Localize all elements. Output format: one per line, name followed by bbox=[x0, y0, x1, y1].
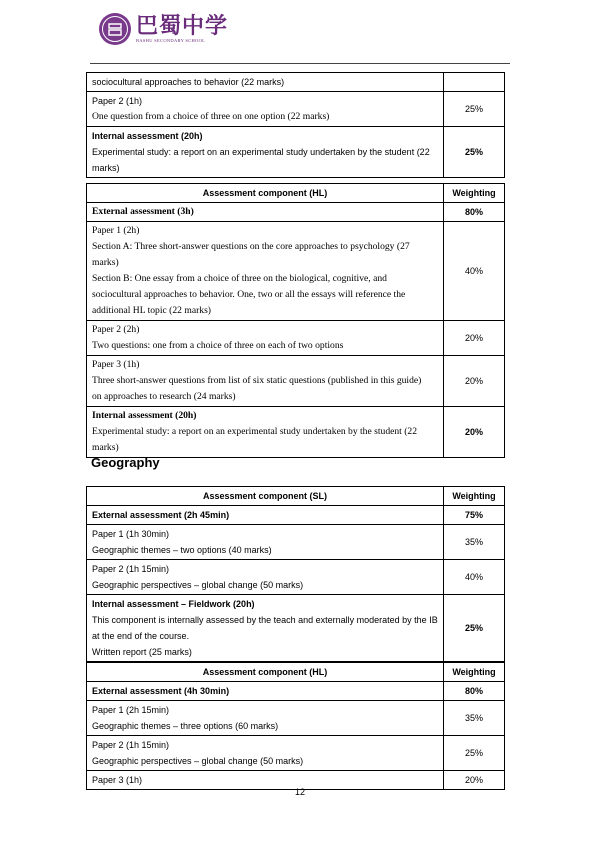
weighting-cell: 20% bbox=[444, 771, 505, 790]
weighting-cell: 20% bbox=[444, 407, 505, 458]
table-row bbox=[87, 682, 505, 701]
component-cell: External assessment (3h) bbox=[87, 203, 444, 222]
table-row bbox=[87, 407, 505, 458]
table-row bbox=[87, 595, 505, 662]
weighting-cell: 25% bbox=[444, 127, 505, 178]
weighting-cell bbox=[444, 73, 505, 92]
component-cell: Paper 1 (1h 30min) Geographic themes – two options (40 marks) bbox=[87, 525, 444, 560]
component-cell: Paper 2 (1h 15min) Geographic perspectives – global change (50 marks) bbox=[87, 560, 444, 595]
table-row bbox=[87, 222, 505, 321]
geography-hl-table bbox=[86, 662, 505, 790]
weighting-cell: 25% bbox=[444, 92, 505, 127]
weighting-cell: 35% bbox=[444, 525, 505, 560]
psychology-hl-table bbox=[86, 183, 505, 458]
column-header-component: Assessment component (HL) bbox=[87, 184, 444, 203]
school-logo-subtitle: BASHU SECONDARY SCHOOL bbox=[136, 38, 206, 43]
page-header bbox=[0, 0, 600, 66]
table-row bbox=[87, 701, 505, 736]
weighting-cell: 20% bbox=[444, 321, 505, 356]
header-divider bbox=[90, 63, 510, 64]
component-cell: Internal assessment – Fieldwork (20h) This component is internally assessed by the teach and externally moderated by the IB at the end of the course. Written report (25 marks) bbox=[87, 595, 444, 662]
weighting-cell: 35% bbox=[444, 701, 505, 736]
table-row bbox=[87, 92, 505, 127]
psychology-sl-table-continued bbox=[86, 72, 505, 178]
weighting-cell: 25% bbox=[444, 736, 505, 771]
weighting-cell: 80% bbox=[444, 682, 505, 701]
weighting-cell: 80% bbox=[444, 203, 505, 222]
table-row bbox=[87, 506, 505, 525]
column-header-component: Assessment component (HL) bbox=[87, 663, 444, 682]
column-header-weighting: Weighting bbox=[444, 663, 505, 682]
geography-sl-table bbox=[86, 486, 505, 662]
component-cell: Paper 2 (1h 15min) Geographic perspectives – global change (50 marks) bbox=[87, 736, 444, 771]
weighting-cell: 40% bbox=[444, 222, 505, 321]
table-row bbox=[87, 127, 505, 178]
table-row bbox=[87, 73, 505, 92]
weighting-cell: 20% bbox=[444, 356, 505, 407]
weighting-cell: 75% bbox=[444, 506, 505, 525]
component-cell: Internal assessment (20h) Experimental study: a report on an experimental study undertaken by the student (22 marks) bbox=[87, 127, 444, 178]
school-logo-text: 巴蜀中学 bbox=[136, 13, 229, 39]
table-row bbox=[87, 525, 505, 560]
weighting-cell: 25% bbox=[444, 595, 505, 662]
table-row bbox=[87, 736, 505, 771]
section-heading-geography: Geography bbox=[91, 455, 160, 470]
component-cell: sociocultural approaches to behavior (22 marks) bbox=[87, 73, 444, 92]
table-header-row bbox=[87, 663, 505, 682]
column-header-weighting: Weighting bbox=[444, 487, 505, 506]
component-cell: External assessment (2h 45min) bbox=[87, 506, 444, 525]
component-cell: Internal assessment (20h) Experimental study: a report on an experimental study undertaken by the student (22 marks) bbox=[87, 407, 444, 458]
page-number: 12 bbox=[294, 787, 305, 797]
component-cell: Paper 3 (1h) Three short-answer questions from list of six static questions (published in this guide) on approaches to research (24 marks) bbox=[87, 356, 444, 407]
component-cell: Paper 3 (1h) bbox=[87, 771, 444, 790]
component-cell: Paper 1 (2h 15min) Geographic themes – three options (60 marks) bbox=[87, 701, 444, 736]
table-header-row bbox=[87, 184, 505, 203]
weighting-cell: 40% bbox=[444, 560, 505, 595]
school-seal-icon bbox=[98, 12, 132, 46]
table-header-row bbox=[87, 487, 505, 506]
component-cell: Paper 1 (2h) Section A: Three short-answer questions on the core approaches to psychology (27 marks) Section B: One essay from a choice of three on the biological, cognitive, and sociocultural approaches to behavior. One, two or all the essays will reference the additional HL topic (22 marks) bbox=[87, 222, 444, 321]
component-cell: Paper 2 (2h) Two questions: one from a choice of three on each of two options bbox=[87, 321, 444, 356]
table-row bbox=[87, 560, 505, 595]
component-cell: Paper 2 (1h) One question from a choice of three on one option (22 marks) bbox=[87, 92, 444, 127]
table-row bbox=[87, 356, 505, 407]
table-row bbox=[87, 203, 505, 222]
column-header-component: Assessment component (SL) bbox=[87, 487, 444, 506]
column-header-weighting: Weighting bbox=[444, 184, 505, 203]
table-row bbox=[87, 321, 505, 356]
component-cell: External assessment (4h 30min) bbox=[87, 682, 444, 701]
